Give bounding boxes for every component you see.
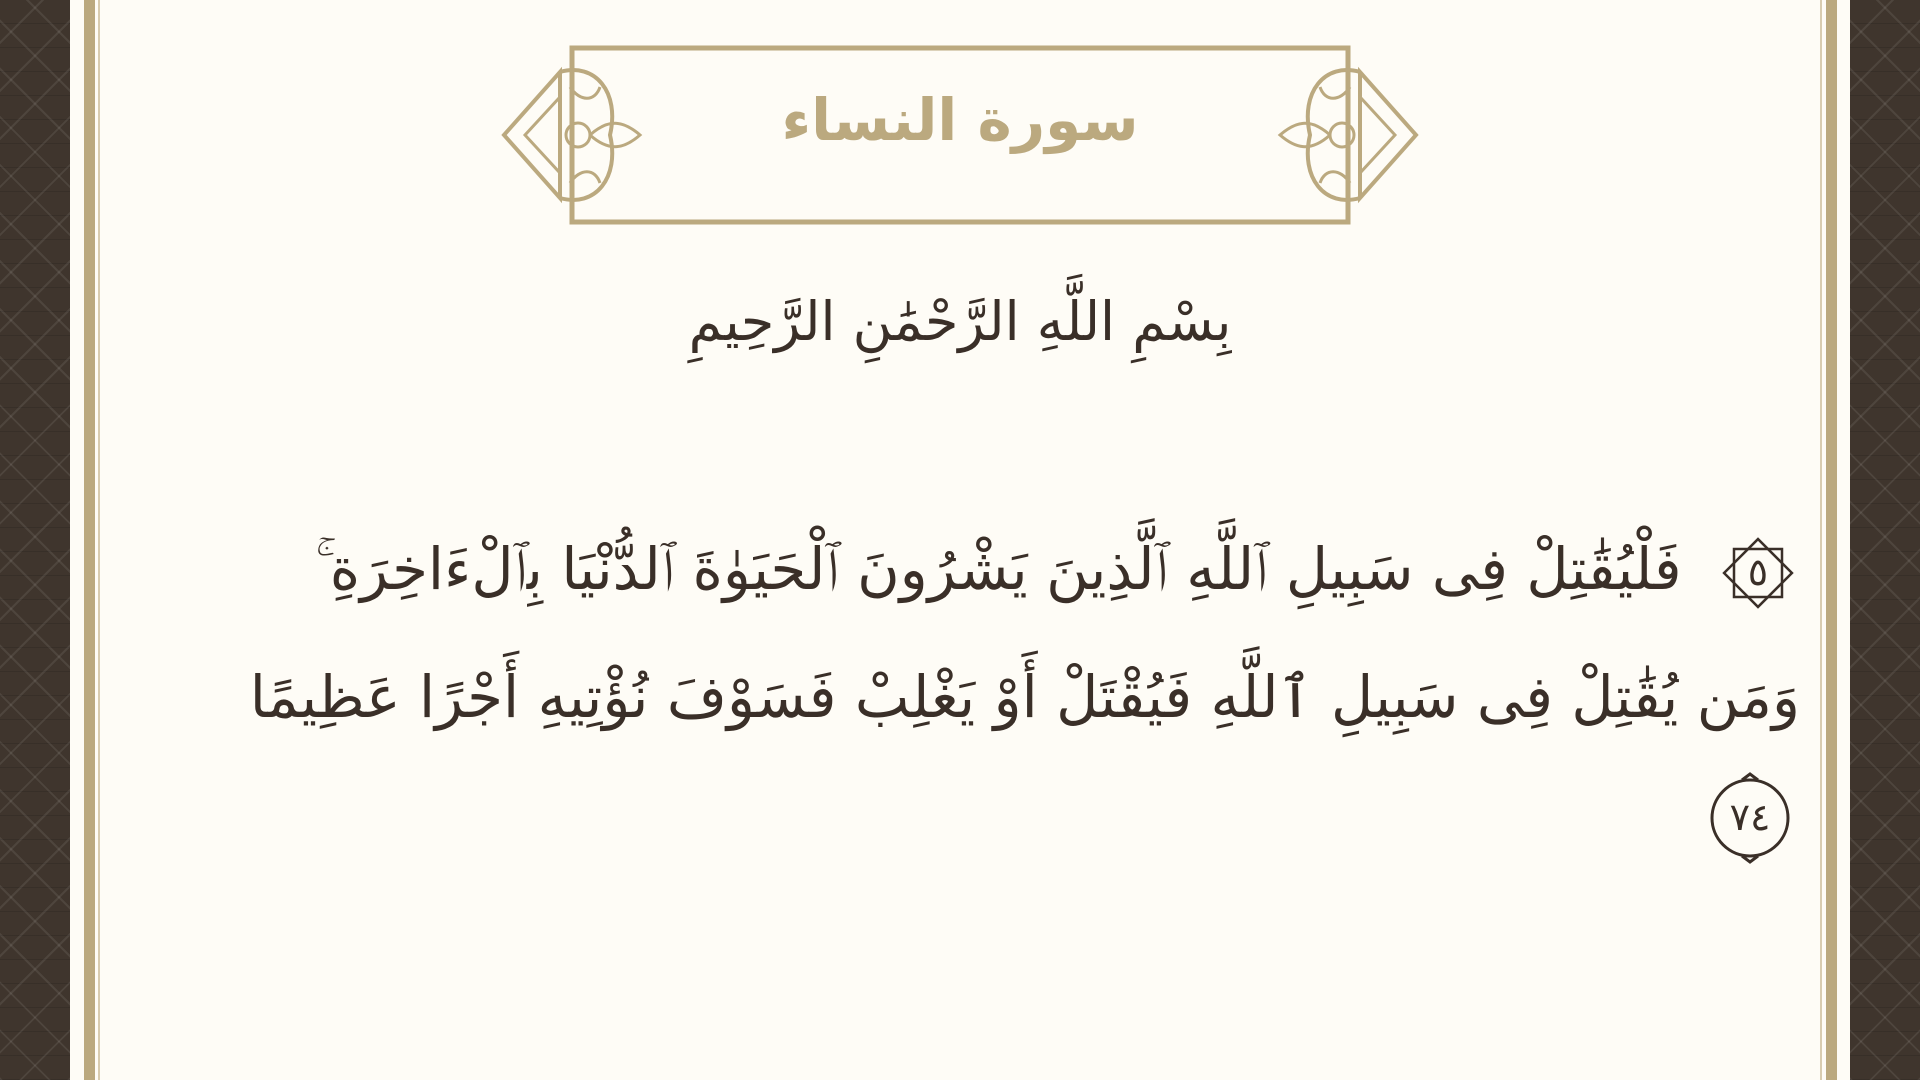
verse-start-number: ٥ (1747, 549, 1769, 594)
verse-start-marker (1716, 531, 1800, 615)
ayah-number-marker (1704, 772, 1796, 864)
surah-title-banner (500, 42, 1420, 228)
verse-text (160, 505, 1800, 761)
verse-line-1 (160, 505, 1800, 633)
left-gold-rule (84, 0, 95, 1080)
verse-line-1-text: فَلْيُقَٰتِلْ فِى سَبِيلِ ٱللَّهِ ٱلَّذِينَ يَشْرُونَ ٱلْحَيَوٰةَ ٱلدُّنْيَا بِٱلْءَاخِرَةِ ۚ (315, 535, 1682, 603)
basmala: بِسْمِ اللَّهِ الرَّحْمَٰنِ الرَّحِيمِ (688, 290, 1232, 353)
left-ornamental-border (0, 0, 70, 1080)
ayah-number: ٧٤ (1729, 795, 1771, 839)
right-ornamental-border (1850, 0, 1920, 1080)
right-thin-rule (1820, 0, 1822, 1080)
surah-title: سورة النساء (781, 86, 1139, 154)
verse-line-2: وَمَن يُقَٰتِلْ فِى سَبِيلِ ٱللَّهِ فَيُقْتَلْ أَوْ يَغْلِبْ فَسَوْفَ نُؤْتِيهِ أَجْرًا عَظِيمًا (249, 663, 1800, 731)
right-gold-rule (1826, 0, 1837, 1080)
left-thin-rule (98, 0, 100, 1080)
